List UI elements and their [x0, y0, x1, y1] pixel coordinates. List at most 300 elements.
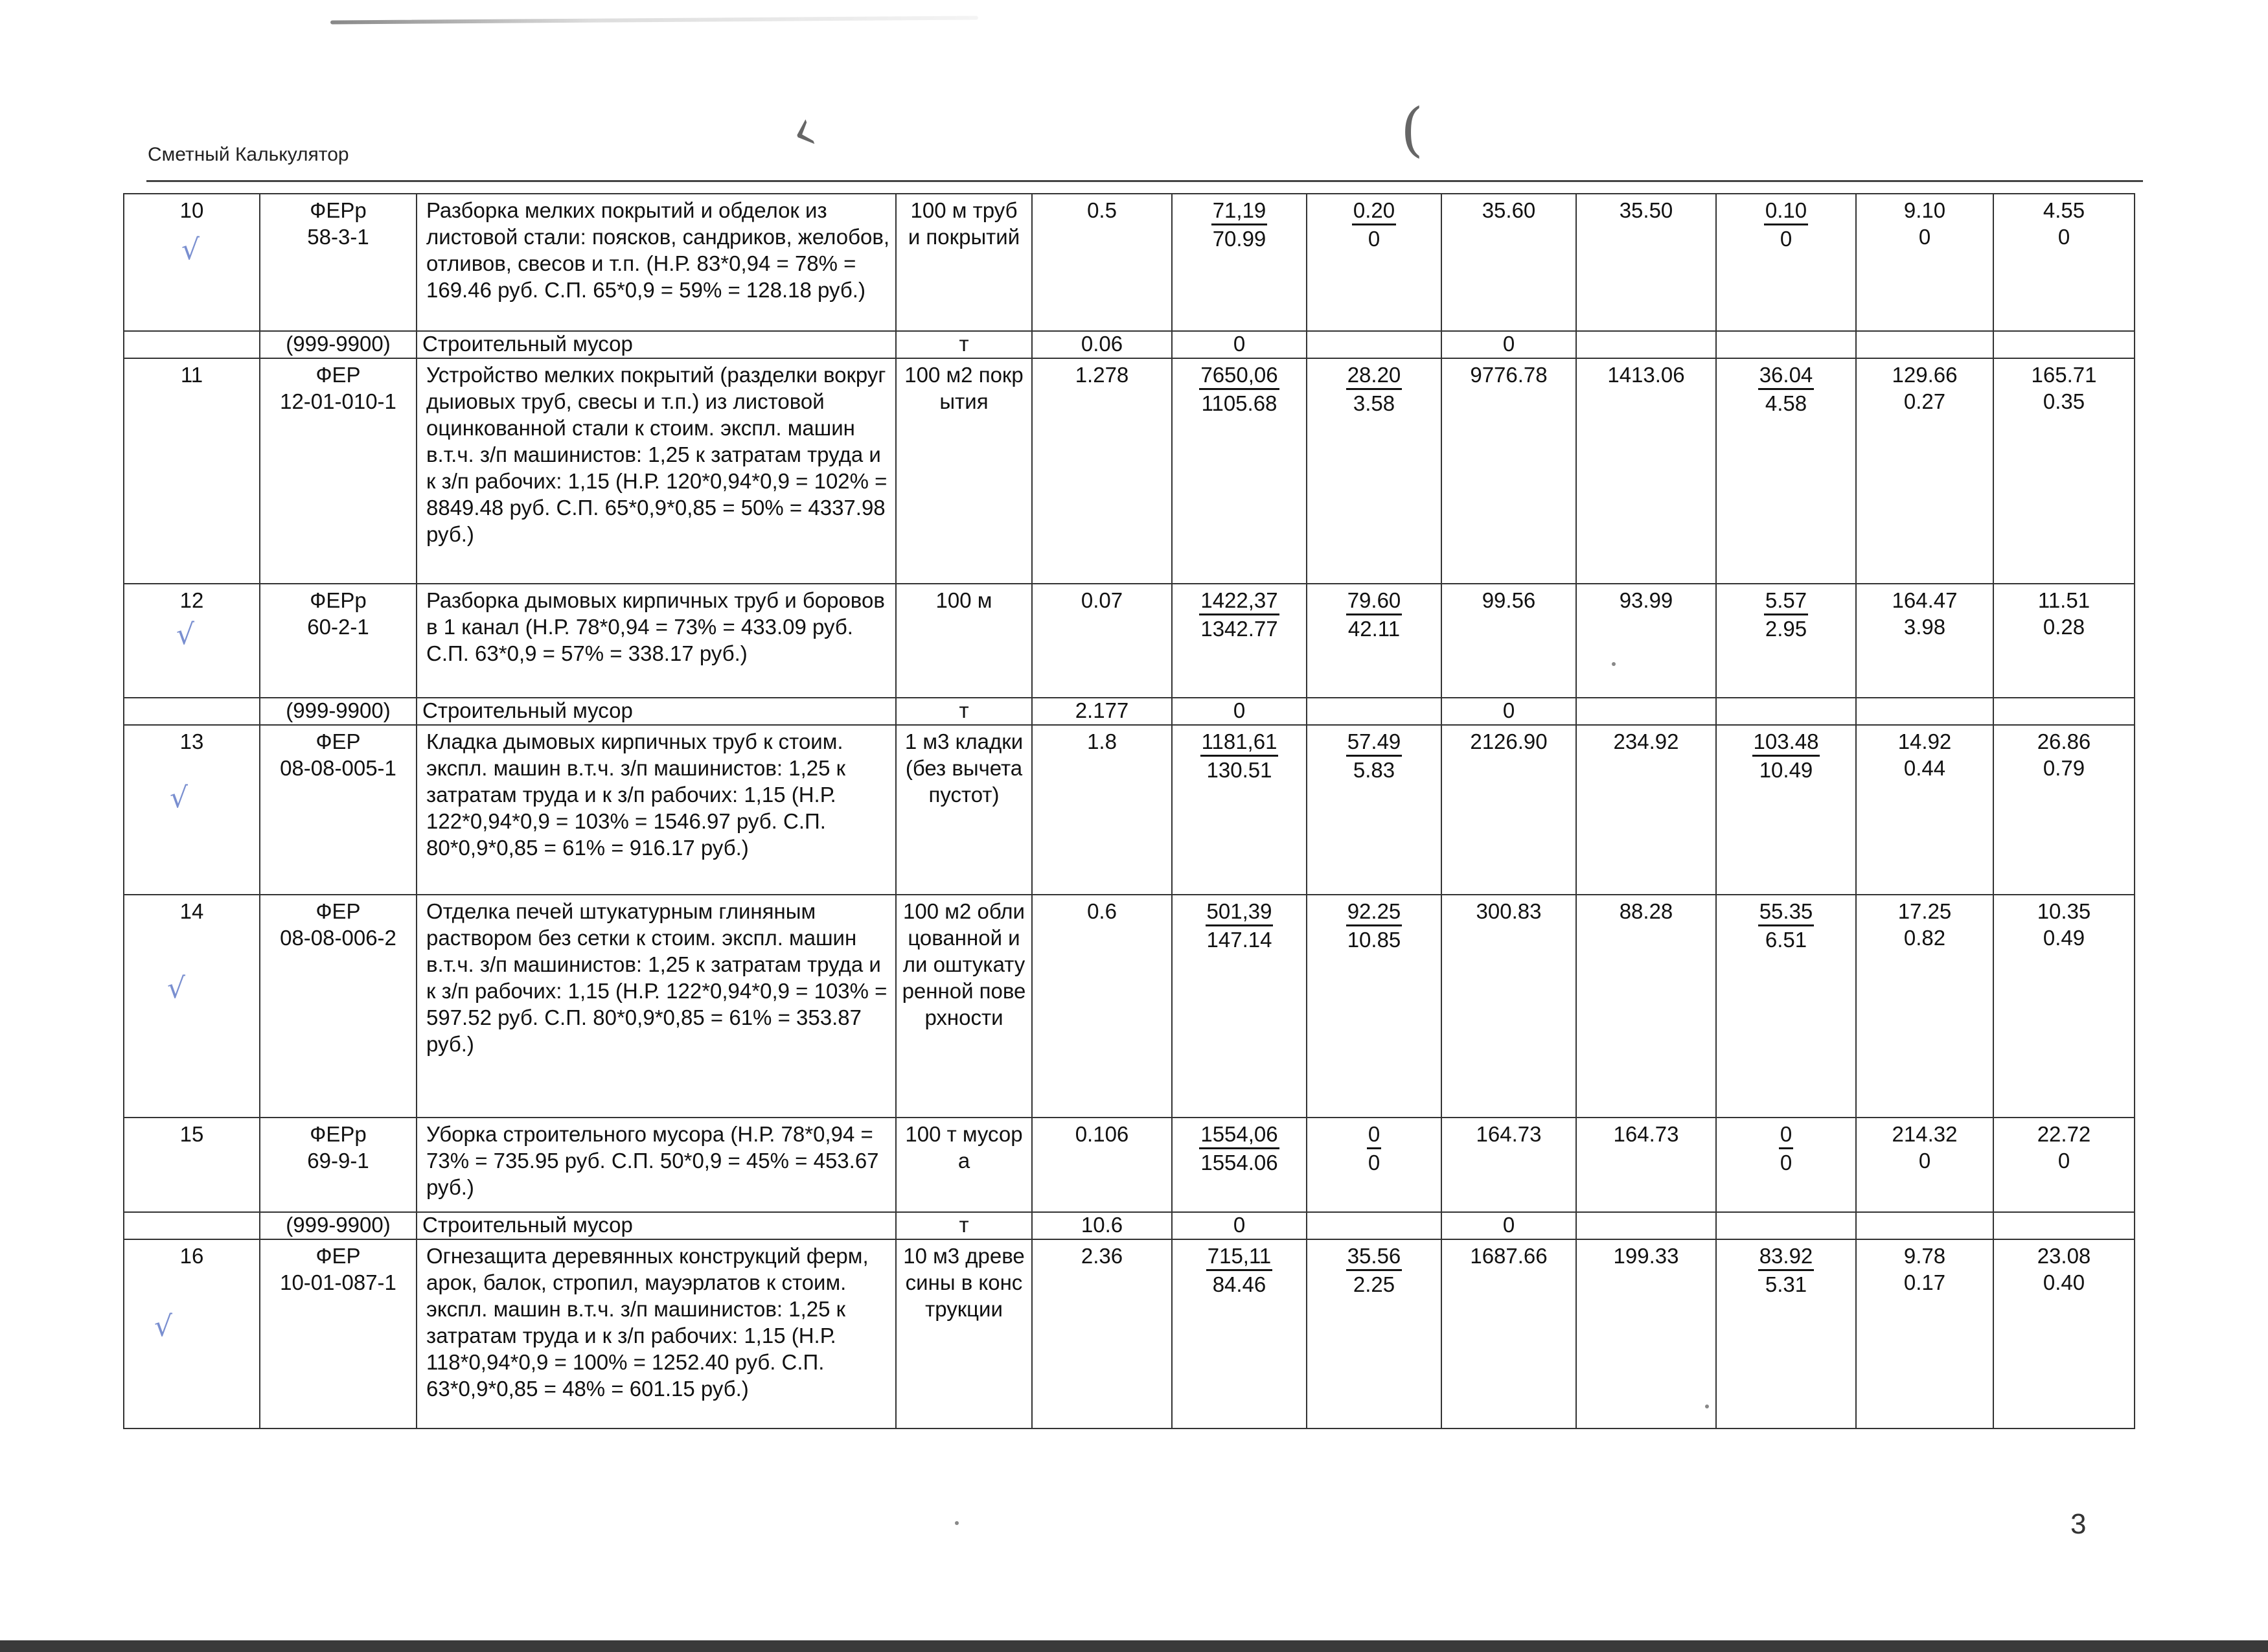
machine-price [1346, 898, 1403, 953]
overhead [1862, 728, 1987, 781]
handwritten-mark: ( [1401, 96, 1424, 164]
profit-bottom: 0.28 [2043, 615, 2085, 639]
unit-price [1211, 197, 1268, 252]
cell-overhead [1856, 1239, 1993, 1428]
overhead-bottom: 0 [1918, 225, 1931, 249]
scan-speck [955, 1521, 959, 1525]
total: 1687.66 [1470, 1244, 1548, 1268]
cell-num [124, 725, 260, 895]
overhead-bottom: 0.27 [1903, 389, 1946, 413]
check-mark: √ [181, 233, 200, 266]
machine-price-bottom: 42.11 [1347, 617, 1401, 641]
cell-code [260, 725, 417, 895]
quantity: 1.8 [1087, 729, 1117, 753]
cell-empty [1716, 698, 1856, 725]
overhead [1862, 361, 1987, 415]
cell-empty [1576, 331, 1716, 358]
unit: 1 м3 кладки (без вычета пустот) [904, 729, 1024, 807]
cell-profit [1993, 895, 2135, 1118]
cell-desc [417, 1212, 896, 1239]
table-row [124, 584, 2135, 698]
cell-unit [896, 1212, 1032, 1239]
cell-code [260, 358, 417, 584]
cell-code [260, 1212, 417, 1239]
machine-price-bottom: 3.58 [1353, 391, 1395, 415]
check-mark: √ [167, 972, 186, 1005]
cell-wages [1576, 358, 1716, 584]
total: 0 [1502, 332, 1515, 356]
cell-profit [1993, 584, 2135, 698]
overhead-top: 9.78 [1903, 1244, 1946, 1268]
overhead [1862, 587, 1987, 640]
machine-total-top: 36.04 [1758, 361, 1815, 390]
profit [1999, 1243, 2129, 1296]
machine-price-top: 79.60 [1346, 587, 1403, 615]
cell-unit-price [1172, 1118, 1307, 1212]
cell-profit [1993, 1239, 2135, 1428]
estimate-table [123, 193, 2135, 1429]
cell-unit-price [1172, 194, 1307, 331]
cell-total [1441, 194, 1576, 331]
unit-price-top: 71,19 [1211, 197, 1268, 225]
norm-code: ФЕР 10-01-087-1 [280, 1244, 396, 1294]
check-mark: √ [176, 618, 195, 651]
overhead [1862, 1243, 1987, 1296]
table-subrow [124, 331, 2135, 358]
machine-price [1346, 728, 1403, 783]
total: 2126.90 [1470, 729, 1548, 753]
machine-total-bottom: 10.49 [1759, 758, 1813, 782]
overhead-bottom: 3.98 [1903, 615, 1946, 639]
cell-unit-price [1172, 725, 1307, 895]
cell-machine-total [1716, 895, 1856, 1118]
cell-overhead [1856, 194, 1993, 331]
profit [1999, 361, 2129, 415]
machine-price [1352, 197, 1396, 252]
unit-price [1200, 728, 1279, 783]
profit-bottom: 0.40 [2043, 1270, 2085, 1294]
wages: 35.50 [1619, 198, 1673, 222]
cell-code [260, 895, 417, 1118]
cell-empty [1993, 698, 2135, 725]
cell-machine-total [1716, 725, 1856, 895]
cell-num [124, 1212, 260, 1239]
unit-price-bottom: 84.46 [1212, 1272, 1266, 1296]
unit-price [1199, 587, 1279, 642]
machine-total-top: 55.35 [1758, 898, 1815, 926]
machine-price-bottom: 2.25 [1353, 1272, 1395, 1296]
cell-desc [417, 1239, 896, 1428]
cell-num [124, 358, 260, 584]
cell-unit-price [1172, 584, 1307, 698]
cell-desc [417, 358, 896, 584]
resource-name: Строительный мусор [422, 698, 633, 722]
profit-top: 26.86 [2037, 729, 2091, 753]
unit-price-bottom: 1105.68 [1201, 391, 1277, 415]
item-number: 14 [179, 899, 204, 923]
machine-price [1346, 587, 1403, 642]
cell-desc [417, 895, 896, 1118]
machine-price-bottom: 0 [1368, 227, 1380, 251]
cell-desc [417, 194, 896, 331]
item-number: 13 [179, 729, 204, 753]
resource-name: Строительный мусор [422, 332, 633, 356]
cell-num [124, 895, 260, 1118]
cell-empty [1576, 698, 1716, 725]
item-number: 10 [179, 198, 204, 222]
wages: 93.99 [1619, 588, 1673, 612]
profit-bottom: 0 [2057, 1149, 2070, 1173]
cell-unit-price [1172, 1239, 1307, 1428]
check-mark: √ [170, 781, 189, 814]
unit-price-bottom: 147.14 [1206, 928, 1272, 952]
unit-price-top: 501,39 [1206, 898, 1274, 926]
handwritten-mark: ‹ [781, 95, 826, 167]
machine-total-bottom: 4.58 [1765, 391, 1807, 415]
cell-code [260, 1118, 417, 1212]
cell-unit [896, 1118, 1032, 1212]
unit: 10 м3 древесины в конструкции [903, 1244, 1025, 1321]
unit-price-bottom: 1342.77 [1200, 617, 1278, 641]
cell-num [124, 698, 260, 725]
scan-top-streak [330, 16, 978, 25]
machine-price-top: 0.20 [1352, 197, 1396, 225]
wages: 164.73 [1613, 1122, 1679, 1146]
norm-code: ФЕРр 60-2-1 [307, 588, 369, 639]
page-number: 3 [2070, 1508, 2087, 1540]
cell-qty [1032, 194, 1172, 331]
quantity: 0.06 [1081, 332, 1123, 356]
unit-price: 0 [1233, 1213, 1246, 1237]
cell-desc [417, 584, 896, 698]
norm-code: ФЕР 08-08-006-2 [280, 899, 396, 950]
machine-price [1346, 361, 1403, 417]
cell-machine-price [1307, 584, 1441, 698]
cell-machine-total [1716, 1239, 1856, 1428]
overhead-top: 164.47 [1892, 588, 1958, 612]
cell-machine-total [1716, 1118, 1856, 1212]
cell-overhead [1856, 1118, 1993, 1212]
cell-machine-price [1307, 358, 1441, 584]
table-subrow [124, 698, 2135, 725]
machine-total-top: 0.10 [1764, 197, 1808, 225]
resource-name: Строительный мусор [422, 1213, 633, 1237]
norm-code: ФЕР 08-08-005-1 [280, 729, 396, 780]
unit-price [1199, 1121, 1279, 1176]
work-description: Уборка строительного мусора (Н.Р. 78*0,94 = 73% = 735.95 руб. С.П. 50*0,9 = 45% = 453.67 руб.) [426, 1122, 879, 1199]
cell-overhead [1856, 895, 1993, 1118]
cell-unit [896, 725, 1032, 895]
table-subrow [124, 1212, 2135, 1239]
total: 0 [1502, 1213, 1515, 1237]
overhead-bottom: 0 [1918, 1149, 1931, 1173]
item-number: 16 [179, 1244, 204, 1268]
machine-price-bottom: 5.83 [1353, 758, 1395, 782]
unit-price-top: 7650,06 [1199, 361, 1279, 390]
header-rule [146, 180, 2143, 182]
cell-overhead [1856, 584, 1993, 698]
cell-total [1441, 698, 1576, 725]
cell-empty [1716, 1212, 1856, 1239]
cell-code [260, 1239, 417, 1428]
machine-total-top: 5.57 [1764, 587, 1808, 615]
cell-desc [417, 725, 896, 895]
profit-top: 22.72 [2037, 1122, 2091, 1146]
unit-price [1206, 1243, 1272, 1298]
quantity: 10.6 [1081, 1213, 1123, 1237]
cell-wages [1576, 895, 1716, 1118]
check-mark: √ [154, 1310, 173, 1343]
cell-code [260, 331, 417, 358]
overhead [1862, 1121, 1987, 1174]
unit: 100 м2 облицованной или оштукатуренной поверхности [902, 899, 1026, 1029]
table-row [124, 725, 2135, 895]
wages: 199.33 [1613, 1244, 1679, 1268]
unit: 100 м труб и покрытий [908, 198, 1020, 249]
profit-bottom: 0.79 [2043, 756, 2085, 780]
work-description: Отделка печей штукатурным глиняным раствором без сетки к стоим. экспл. машин в.т.ч. з/п машинистов: 1,25 к затратам труда и к з/п рабочих: 1,15 (Н.Р. 122*0,94*0,9 = 103% = 597.52 руб. С.П. 80*0,9*0,85 = 61% = 353.87 руб.) [426, 899, 888, 1056]
total: 35.60 [1482, 198, 1536, 222]
table-row [124, 194, 2135, 331]
unit-price-top: 715,11 [1206, 1243, 1272, 1271]
cell-wages [1576, 194, 1716, 331]
wages: 88.28 [1619, 899, 1673, 923]
scan-speck [1612, 662, 1616, 666]
unit: 100 м2 покрытия [904, 363, 1024, 413]
norm-code: ФЕРр 69-9-1 [307, 1122, 369, 1173]
scan-speck [1705, 1405, 1709, 1408]
machine-total-top: 83.92 [1758, 1243, 1815, 1271]
overhead-top: 9.10 [1903, 198, 1946, 222]
cell-qty [1032, 1239, 1172, 1428]
norm-code: ФЕР 12-01-010-1 [280, 363, 396, 413]
overhead-bottom: 0.44 [1903, 756, 1946, 780]
cell-unit [896, 1239, 1032, 1428]
cell-wages [1576, 584, 1716, 698]
machine-price-bottom: 0 [1368, 1151, 1380, 1175]
cell-c7 [1307, 331, 1441, 358]
cell-machine-price [1307, 725, 1441, 895]
profit-top: 11.51 [2037, 588, 2090, 612]
item-number: 15 [179, 1122, 204, 1146]
cell-empty [1856, 698, 1993, 725]
cell-total [1441, 725, 1576, 895]
cell-unit-price [1172, 698, 1307, 725]
cell-total [1441, 331, 1576, 358]
cell-num [124, 331, 260, 358]
unit: 100 т мусора [905, 1122, 1023, 1173]
cell-machine-price [1307, 895, 1441, 1118]
quantity: 0.5 [1087, 198, 1117, 222]
profit-top: 165.71 [2031, 363, 2097, 387]
unit-price-top: 1422,37 [1199, 587, 1279, 615]
work-description: Огнезащита деревянных конструкций ферм, арок, балок, стропил, мауэрлатов к стоим. экспл. машин в.т.ч. з/п машинистов: 1,25 к затратам труда и к з/п рабочих: 1,15 (Н.Р. 118*0,94*0,9 = 100% = 1252.40 руб. С.П. 63*0,9*0,85 = 48% = 601.15 руб.) [426, 1244, 869, 1401]
machine-total-bottom: 5.31 [1765, 1272, 1807, 1296]
machine-price-top: 92.25 [1346, 898, 1403, 926]
cell-num [124, 1239, 260, 1428]
resource-code: (999-9900) [286, 698, 391, 722]
cell-desc [417, 1118, 896, 1212]
overhead-top: 129.66 [1892, 363, 1958, 387]
machine-total [1758, 1243, 1815, 1298]
cell-empty [1576, 1212, 1716, 1239]
machine-total [1764, 197, 1808, 252]
quantity: 1.278 [1075, 363, 1129, 387]
cell-num [124, 1118, 260, 1212]
work-description: Кладка дымовых кирпичных труб к стоим. экспл. машин в.т.ч. з/п машинистов: 1,25 к затратам труда и к з/п рабочих: 1,15 (Н.Р. 122*0,94*0,9 = 103% = 1546.97 руб. С.П. 80*0,9*0,85 = 61% = 916.17 руб.) [426, 729, 846, 860]
cell-unit [896, 584, 1032, 698]
machine-price-top: 57.49 [1346, 728, 1403, 757]
cell-qty [1032, 698, 1172, 725]
cell-qty [1032, 1118, 1172, 1212]
profit-top: 4.55 [2043, 198, 2085, 222]
item-number: 11 [180, 363, 203, 387]
machine-total [1752, 728, 1820, 783]
cell-total [1441, 1212, 1576, 1239]
profit-bottom: 0.35 [2043, 389, 2085, 413]
wages: 234.92 [1613, 729, 1679, 753]
unit-price [1206, 898, 1274, 953]
cell-qty [1032, 331, 1172, 358]
overhead-top: 17.25 [1897, 899, 1952, 923]
overhead-bottom: 0.17 [1903, 1270, 1946, 1294]
cell-unit [896, 194, 1032, 331]
unit-price-bottom: 130.51 [1206, 758, 1272, 782]
cell-overhead [1856, 725, 1993, 895]
overhead-bottom: 0.82 [1903, 926, 1946, 950]
machine-total [1758, 898, 1815, 953]
cell-qty [1032, 725, 1172, 895]
cell-total [1441, 1118, 1576, 1212]
total: 99.56 [1482, 588, 1536, 612]
quantity: 2.36 [1081, 1244, 1123, 1268]
quantity: 0.106 [1075, 1122, 1129, 1146]
unit: 100 м [935, 588, 992, 612]
wages: 1413.06 [1607, 363, 1685, 387]
cell-profit [1993, 1118, 2135, 1212]
cell-unit [896, 895, 1032, 1118]
cell-machine-total [1716, 358, 1856, 584]
machine-total-top: 0 [1779, 1121, 1793, 1149]
app-title: Сметный Калькулятор [148, 144, 349, 165]
cell-total [1441, 584, 1576, 698]
unit-price-top: 1554,06 [1199, 1121, 1279, 1149]
cell-unit [896, 358, 1032, 584]
overhead [1862, 898, 1987, 951]
unit: т [959, 698, 969, 722]
cell-machine-price [1307, 1239, 1441, 1428]
table-row [124, 358, 2135, 584]
cell-unit-price [1172, 358, 1307, 584]
profit [1999, 1121, 2129, 1174]
machine-price-top: 0 [1367, 1121, 1381, 1149]
unit-price [1199, 361, 1279, 417]
total: 164.73 [1476, 1122, 1542, 1146]
cell-wages [1576, 1239, 1716, 1428]
norm-code: ФЕРр 58-3-1 [307, 198, 369, 249]
unit-price: 0 [1233, 698, 1246, 722]
total: 9776.78 [1470, 363, 1548, 387]
cell-qty [1032, 1212, 1172, 1239]
cell-profit [1993, 725, 2135, 895]
cell-machine-total [1716, 584, 1856, 698]
cell-empty [1856, 331, 1993, 358]
machine-price-bottom: 10.85 [1347, 928, 1401, 952]
overhead-top: 14.92 [1897, 729, 1952, 753]
cell-wages [1576, 725, 1716, 895]
cell-empty [1856, 1212, 1993, 1239]
cell-unit-price [1172, 331, 1307, 358]
total: 300.83 [1476, 899, 1542, 923]
quantity: 0.07 [1081, 588, 1123, 612]
profit [1999, 898, 2129, 951]
overhead [1862, 197, 1987, 250]
cell-machine-total [1716, 194, 1856, 331]
resource-code: (999-9900) [286, 332, 391, 356]
cell-c7 [1307, 698, 1441, 725]
profit [1999, 587, 2129, 640]
cell-unit-price [1172, 1212, 1307, 1239]
cell-machine-price [1307, 1118, 1441, 1212]
table-row [124, 1239, 2135, 1428]
work-description: Устройство мелких покрытий (разделки вокруг дыиовых труб, свесы и т.п.) из листовой оцинкованной стали к стоим. экспл. машин в.т.ч. з/п машинистов: 1,25 к затратам труда и к з/п рабочих: 1,15 (Н.Р. 120*0,94*0,9 = 102% = 8849.48 руб. С.П. 65*0,9*0,85 = 50% = 4337.98 руб.) [426, 363, 888, 546]
scan-bottom-edge [0, 1640, 2268, 1652]
machine-total [1779, 1121, 1793, 1176]
profit [1999, 197, 2129, 250]
cell-unit-price [1172, 895, 1307, 1118]
resource-code: (999-9900) [286, 1213, 391, 1237]
cell-empty [1993, 1212, 2135, 1239]
cell-qty [1032, 584, 1172, 698]
cell-empty [1716, 331, 1856, 358]
table-row [124, 1118, 2135, 1212]
profit-top: 10.35 [2037, 899, 2091, 923]
cell-code [260, 194, 417, 331]
unit-price-bottom: 70.99 [1212, 227, 1266, 251]
machine-total-bottom: 6.51 [1765, 928, 1807, 952]
machine-price-top: 28.20 [1346, 361, 1403, 390]
table-row [124, 895, 2135, 1118]
cell-profit [1993, 194, 2135, 331]
cell-overhead [1856, 358, 1993, 584]
cell-qty [1032, 358, 1172, 584]
machine-total-bottom: 2.95 [1765, 617, 1807, 641]
machine-total-bottom: 0 [1780, 227, 1793, 251]
cell-desc [417, 698, 896, 725]
machine-total [1764, 587, 1808, 642]
profit-top: 23.08 [2037, 1244, 2091, 1268]
cell-machine-price [1307, 194, 1441, 331]
unit: т [959, 1213, 969, 1237]
cell-total [1441, 895, 1576, 1118]
cell-unit [896, 331, 1032, 358]
machine-total-bottom: 0 [1780, 1151, 1793, 1175]
cell-unit [896, 698, 1032, 725]
profit [1999, 728, 2129, 781]
item-number: 12 [179, 588, 204, 612]
cell-c7 [1307, 1212, 1441, 1239]
profit-bottom: 0 [2057, 225, 2070, 249]
machine-price [1367, 1121, 1381, 1176]
cell-code [260, 584, 417, 698]
cell-wages [1576, 1118, 1716, 1212]
quantity: 0.6 [1087, 899, 1117, 923]
machine-total [1758, 361, 1815, 417]
cell-total [1441, 358, 1576, 584]
unit-price: 0 [1233, 332, 1246, 356]
quantity: 2.177 [1075, 698, 1129, 722]
unit-price-bottom: 1554.06 [1200, 1151, 1278, 1175]
